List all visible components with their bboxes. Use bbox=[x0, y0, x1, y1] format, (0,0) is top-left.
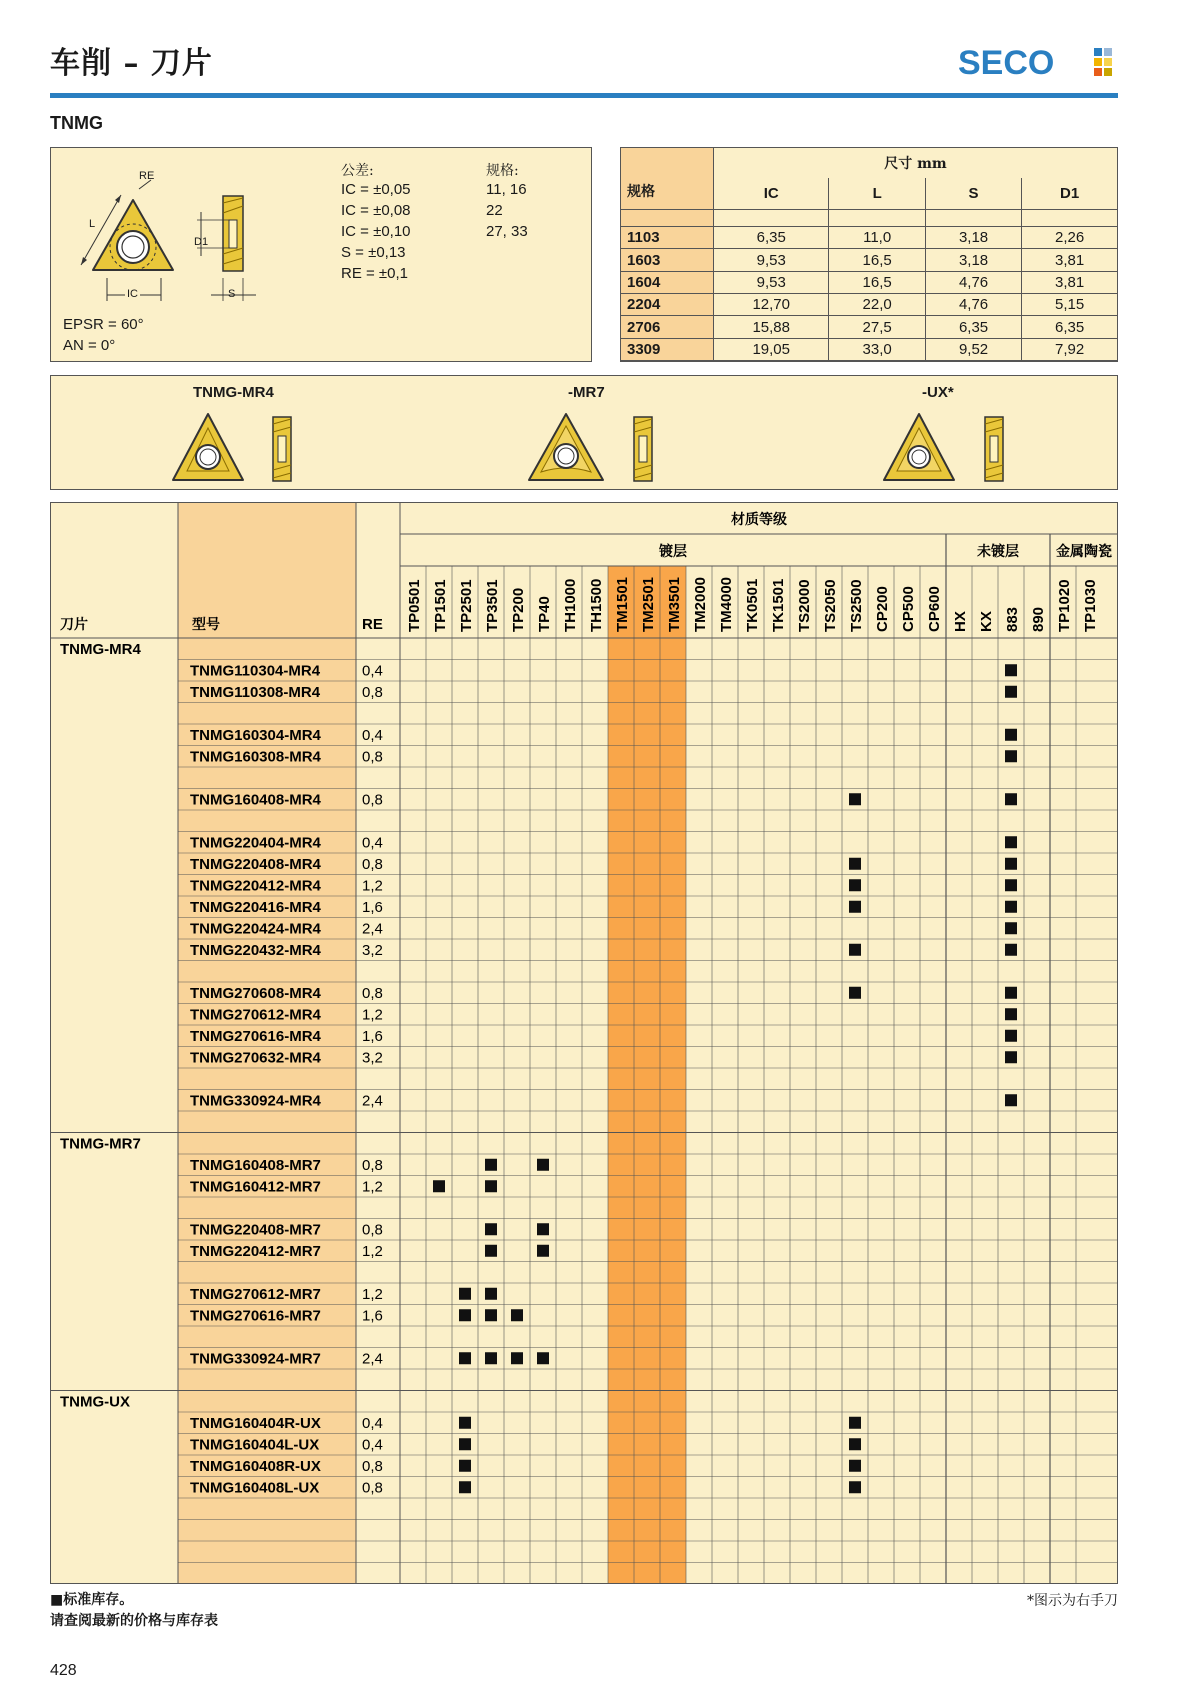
stock-marker bbox=[485, 1245, 497, 1257]
stock-marker bbox=[849, 901, 861, 913]
model-code: TNMG220404-MR4 bbox=[190, 834, 321, 852]
stock-marker bbox=[459, 1438, 471, 1450]
insert-group-label: TNMG-UX bbox=[60, 1393, 130, 1411]
dimension-column-header: D1 bbox=[1022, 178, 1117, 209]
model-code: TNMG220412-MR7 bbox=[190, 1243, 321, 1260]
model-code: TNMG110308-MR4 bbox=[190, 684, 321, 701]
grade-column-header: TS2500 bbox=[848, 579, 865, 632]
dimension-value: 16,5 bbox=[829, 249, 925, 271]
dimension-column-header: IC bbox=[714, 178, 829, 209]
header-rule bbox=[50, 93, 1118, 98]
dimension-value: 3,18 bbox=[925, 249, 1021, 271]
model-code: TNMG160412-MR7 bbox=[190, 1178, 321, 1196]
stock-marker bbox=[849, 793, 861, 805]
re-value: 0,8 bbox=[362, 985, 383, 1002]
cermet-header: 金属陶瓷 bbox=[1056, 544, 1112, 560]
dimension-spec: 1604 bbox=[621, 271, 714, 293]
stock-marker bbox=[1005, 686, 1017, 698]
dimension-value: 12,70 bbox=[714, 294, 829, 316]
stock-marker bbox=[459, 1417, 471, 1429]
re-value: 1,2 bbox=[362, 1006, 383, 1024]
dimension-value: 3,81 bbox=[1022, 271, 1117, 293]
grade-column-header: 890 bbox=[1030, 606, 1047, 632]
model-code: TNMG160408-MR7 bbox=[190, 1157, 321, 1174]
dimension-value: 9,53 bbox=[714, 271, 829, 293]
dimension-spec: 2204 bbox=[621, 294, 714, 316]
model-code: TNMG330924-MR7 bbox=[190, 1350, 321, 1368]
tolerance-spec: 27, 33 bbox=[486, 223, 528, 240]
dimension-value: 15,88 bbox=[714, 316, 829, 338]
grade-column-header: TP200 bbox=[510, 587, 527, 632]
model-code: TNMG160408R-UX bbox=[190, 1458, 321, 1475]
dimensions-title: 尺寸 mm bbox=[884, 156, 947, 173]
re-value: 1,6 bbox=[362, 899, 383, 916]
grade-column-header: CP500 bbox=[900, 586, 917, 632]
stock-marker bbox=[1005, 793, 1017, 805]
dimension-value: 6,35 bbox=[925, 316, 1021, 338]
section-title: TNMG bbox=[50, 113, 103, 133]
brand-text: SECO bbox=[958, 44, 1055, 80]
stock-marker bbox=[511, 1309, 523, 1321]
spec-column-header: 规格 bbox=[621, 148, 714, 209]
stock-marker bbox=[537, 1352, 549, 1364]
highlight-column-TM3501 bbox=[660, 566, 686, 1584]
stock-marker bbox=[1005, 1030, 1017, 1042]
stock-marker bbox=[485, 1288, 497, 1300]
grade-column-header: KX bbox=[978, 611, 995, 632]
dimension-column-header: L bbox=[829, 178, 925, 209]
model-code: TNMG220412-MR4 bbox=[190, 877, 321, 895]
dimension-row bbox=[621, 338, 1117, 360]
dimension-value: 4,76 bbox=[925, 271, 1021, 293]
stock-marker bbox=[537, 1223, 549, 1235]
stock-marker bbox=[1005, 1008, 1017, 1020]
footer-notes bbox=[50, 1590, 218, 1632]
model-code: TNMG220408-MR7 bbox=[190, 1221, 321, 1239]
stock-marker bbox=[459, 1309, 471, 1321]
re-value: 0,8 bbox=[362, 1458, 383, 1475]
stock-marker bbox=[849, 1417, 861, 1429]
price-note: 请查阅最新的价格与库存表 bbox=[50, 1613, 218, 1629]
tolerance-spec: 11, 16 bbox=[486, 181, 527, 198]
stock-marker bbox=[433, 1180, 445, 1192]
variant-label-mr7: -MR7 bbox=[568, 384, 605, 401]
model-code: TNMG270616-MR7 bbox=[190, 1307, 321, 1325]
spacer-cell bbox=[829, 209, 925, 226]
model-code: TNMG330924-MR4 bbox=[190, 1092, 321, 1110]
re-value: 2,4 bbox=[362, 1092, 383, 1110]
model-code: TNMG160404R-UX bbox=[190, 1415, 321, 1432]
variants-panel bbox=[50, 375, 1118, 490]
grade-table bbox=[50, 502, 1118, 1584]
model-code: TNMG270612-MR7 bbox=[190, 1286, 321, 1303]
re-value: 1,2 bbox=[362, 1178, 383, 1196]
spec-heading: 规格: bbox=[486, 163, 519, 179]
grade-column-header: 883 bbox=[1004, 606, 1021, 632]
tolerance-value: RE = ±0,1 bbox=[341, 265, 409, 282]
re-value: 0,8 bbox=[362, 856, 383, 873]
epsr-text: EPSR = 60° bbox=[63, 316, 144, 333]
dimensions-body bbox=[621, 227, 1117, 361]
dimension-value: 33,0 bbox=[829, 338, 925, 360]
mr4-insert-drawing bbox=[173, 414, 291, 481]
page-title: 车削 – 刀片 bbox=[50, 46, 213, 81]
dimension-value: 3,81 bbox=[1022, 249, 1117, 271]
dimension-value: 16,5 bbox=[829, 271, 925, 293]
dimension-value: 9,52 bbox=[925, 338, 1021, 360]
model-code: TNMG270632-MR4 bbox=[190, 1049, 321, 1067]
re-value: 0,8 bbox=[362, 684, 383, 701]
re-value: 0,4 bbox=[362, 834, 383, 852]
grade-column-header: CP600 bbox=[926, 586, 943, 632]
variant-drawings bbox=[51, 376, 1117, 489]
stock-marker bbox=[1005, 1051, 1017, 1063]
spacer-cell bbox=[621, 209, 714, 226]
model-code: TNMG270608-MR4 bbox=[190, 985, 321, 1002]
dimension-value: 6,35 bbox=[714, 227, 829, 249]
model-code: TNMG160404L-UX bbox=[190, 1436, 320, 1454]
s-label: S bbox=[228, 288, 236, 300]
stock-marker bbox=[849, 987, 861, 999]
tolerance-value: IC = ±0,08 bbox=[341, 202, 411, 219]
mr7-insert-drawing bbox=[529, 414, 652, 481]
grade-column-header: TS2000 bbox=[796, 579, 813, 632]
grade-column-header: TM3501 bbox=[666, 576, 683, 632]
highlight-column-TM2501 bbox=[634, 566, 660, 1584]
model-code: TNMG220416-MR4 bbox=[190, 899, 321, 916]
uncoated-header: 未镀层 bbox=[977, 544, 1019, 560]
stock-marker bbox=[485, 1352, 497, 1364]
dimension-spec: 3309 bbox=[621, 338, 714, 360]
spacer-cell bbox=[714, 209, 829, 226]
stock-marker bbox=[1005, 987, 1017, 999]
grade-column-header: TM2000 bbox=[692, 576, 709, 632]
ic-label: IC bbox=[127, 288, 138, 300]
re-value: 0,8 bbox=[362, 748, 383, 766]
re-value: 1,2 bbox=[362, 1286, 383, 1303]
re-value: 2,4 bbox=[362, 1350, 383, 1368]
stock-marker bbox=[485, 1309, 497, 1321]
insert-header: 刀片 bbox=[60, 617, 88, 633]
stock-marker bbox=[849, 1438, 861, 1450]
dimension-spec: 1103 bbox=[621, 227, 714, 249]
stock-marker bbox=[537, 1245, 549, 1257]
tolerance-value: IC = ±0,05 bbox=[341, 181, 411, 198]
insert-group-label: TNMG-MR4 bbox=[60, 641, 141, 658]
dimension-value: 11,0 bbox=[829, 227, 925, 249]
re-value: 0,8 bbox=[362, 1479, 383, 1497]
re-value: 0,4 bbox=[362, 1436, 383, 1454]
stock-marker bbox=[1005, 879, 1017, 891]
l-label: L bbox=[89, 218, 96, 230]
re-value: 0,4 bbox=[362, 662, 383, 680]
dimension-value: 19,05 bbox=[714, 338, 829, 360]
tolerance-panel bbox=[50, 147, 592, 362]
ux-insert-drawing bbox=[884, 414, 1003, 481]
dimension-value: 27,5 bbox=[829, 316, 925, 338]
dimension-value: 9,53 bbox=[714, 249, 829, 271]
grade-column-header: TP1020 bbox=[1056, 579, 1073, 632]
dimension-value: 6,35 bbox=[1022, 316, 1117, 338]
tolerance-value: S = ±0,13 bbox=[341, 244, 406, 261]
dimension-row bbox=[621, 227, 1117, 249]
stock-marker bbox=[459, 1288, 471, 1300]
grade-column-header: TH1500 bbox=[588, 578, 605, 632]
material-header: 材质等级 bbox=[731, 512, 787, 528]
grade-column-header: TP1030 bbox=[1082, 579, 1099, 632]
grade-table-graphic bbox=[50, 502, 1118, 1584]
model-code: TNMG160408-MR4 bbox=[190, 791, 321, 809]
d1-label: D1 bbox=[194, 236, 209, 248]
re-value: 2,4 bbox=[362, 920, 383, 938]
re-value: 0,8 bbox=[362, 791, 383, 809]
dimension-value: 22,0 bbox=[829, 294, 925, 316]
model-code: TNMG270616-MR4 bbox=[190, 1028, 321, 1045]
grade-column-header: TP40 bbox=[536, 596, 553, 632]
stock-marker bbox=[459, 1352, 471, 1364]
dimension-value: 3,18 bbox=[925, 227, 1021, 249]
dimensions-table bbox=[621, 148, 1117, 361]
variant-label-ux: -UX* bbox=[922, 384, 954, 401]
grade-column-header: TM4000 bbox=[718, 576, 735, 632]
stock-marker bbox=[485, 1159, 497, 1171]
spacer-cell bbox=[925, 209, 1021, 226]
re-header: RE bbox=[362, 616, 383, 633]
dimension-row bbox=[621, 249, 1117, 271]
grade-column-header: TP2501 bbox=[458, 579, 475, 632]
model-code: TNMG160304-MR4 bbox=[190, 727, 321, 744]
highlight-column-TM1501 bbox=[608, 566, 634, 1584]
insert-group-label: TNMG-MR7 bbox=[60, 1135, 141, 1153]
stock-marker bbox=[459, 1481, 471, 1493]
dimension-value: 5,15 bbox=[1022, 294, 1117, 316]
stock-marker bbox=[485, 1180, 497, 1192]
re-value: 1,2 bbox=[362, 1243, 383, 1260]
page-number: 428 bbox=[50, 1662, 77, 1679]
stock-marker bbox=[459, 1460, 471, 1472]
stock-marker bbox=[1005, 901, 1017, 913]
right-hand-note: *图示为右手刀 bbox=[1027, 1593, 1118, 1609]
re-value: 1,6 bbox=[362, 1028, 383, 1045]
dimension-spec: 1603 bbox=[621, 249, 714, 271]
stock-marker bbox=[511, 1352, 523, 1364]
dimension-value: 7,92 bbox=[1022, 338, 1117, 360]
grade-column-header: TP3501 bbox=[484, 579, 501, 632]
re-value: 0,8 bbox=[362, 1221, 383, 1239]
re-value: 1,2 bbox=[362, 877, 383, 895]
re-value: 3,2 bbox=[362, 942, 383, 959]
variant-label-mr4: TNMG-MR4 bbox=[193, 384, 274, 401]
stock-marker bbox=[1005, 858, 1017, 870]
re-value: 3,2 bbox=[362, 1049, 383, 1067]
dimensions-panel bbox=[620, 147, 1118, 362]
stock-marker bbox=[1005, 750, 1017, 762]
dimension-row bbox=[621, 316, 1117, 338]
re-value: 0,4 bbox=[362, 727, 383, 744]
grade-column-header: TM1501 bbox=[614, 576, 631, 632]
stock-marker bbox=[1005, 944, 1017, 956]
stock-note: ■标准库存。 bbox=[50, 1592, 134, 1608]
model-code: TNMG270612-MR4 bbox=[190, 1006, 321, 1024]
stock-marker bbox=[485, 1223, 497, 1235]
dimension-value: 4,76 bbox=[925, 294, 1021, 316]
seco-logo bbox=[958, 44, 1118, 80]
model-code: TNMG220408-MR4 bbox=[190, 856, 321, 873]
dimension-value: 2,26 bbox=[1022, 227, 1117, 249]
coated-header: 镀层 bbox=[659, 544, 687, 560]
spacer-cell bbox=[1022, 209, 1117, 226]
grade-column-header: TP0501 bbox=[406, 579, 423, 632]
stock-marker bbox=[1005, 664, 1017, 676]
dimension-row bbox=[621, 294, 1117, 316]
stock-marker bbox=[849, 944, 861, 956]
model-header: 型号 bbox=[192, 617, 220, 633]
model-code: TNMG220432-MR4 bbox=[190, 942, 321, 959]
model-code: TNMG220424-MR4 bbox=[190, 920, 321, 938]
grade-column-header: TP1501 bbox=[432, 579, 449, 632]
stock-marker bbox=[849, 858, 861, 870]
tolerance-spec: 22 bbox=[486, 202, 503, 219]
dimensions-spacer-row bbox=[621, 209, 1117, 226]
an-text: AN = 0° bbox=[63, 337, 116, 354]
model-code: TNMG160308-MR4 bbox=[190, 748, 321, 766]
grade-column-header: TM2501 bbox=[640, 576, 657, 632]
tolerance-value: IC = ±0,10 bbox=[341, 223, 411, 240]
stock-marker bbox=[1005, 836, 1017, 848]
re-value: 1,6 bbox=[362, 1307, 383, 1325]
stock-marker bbox=[849, 1481, 861, 1493]
stock-marker bbox=[537, 1159, 549, 1171]
model-code: TNMG110304-MR4 bbox=[190, 662, 321, 680]
grade-column-header: CP200 bbox=[874, 586, 891, 632]
stock-marker bbox=[849, 1460, 861, 1472]
dimension-spec: 2706 bbox=[621, 316, 714, 338]
grade-column-header: HX bbox=[952, 611, 969, 632]
dimension-column-header: S bbox=[925, 178, 1021, 209]
re-value: 0,4 bbox=[362, 1415, 383, 1432]
model-code: TNMG160408L-UX bbox=[190, 1479, 320, 1497]
re-label: RE bbox=[139, 170, 155, 182]
grade-column-header: TS2050 bbox=[822, 579, 839, 632]
grade-column-header: TH1000 bbox=[562, 578, 579, 632]
tolerance-heading: 公差: bbox=[341, 163, 374, 179]
stock-marker bbox=[1005, 729, 1017, 741]
stock-marker bbox=[849, 879, 861, 891]
stock-marker bbox=[1005, 1094, 1017, 1106]
dimension-row bbox=[621, 271, 1117, 293]
grade-column-header: TK0501 bbox=[744, 578, 761, 632]
stock-marker bbox=[1005, 922, 1017, 934]
grade-column-header: TK1501 bbox=[770, 578, 787, 632]
re-value: 0,8 bbox=[362, 1157, 383, 1174]
